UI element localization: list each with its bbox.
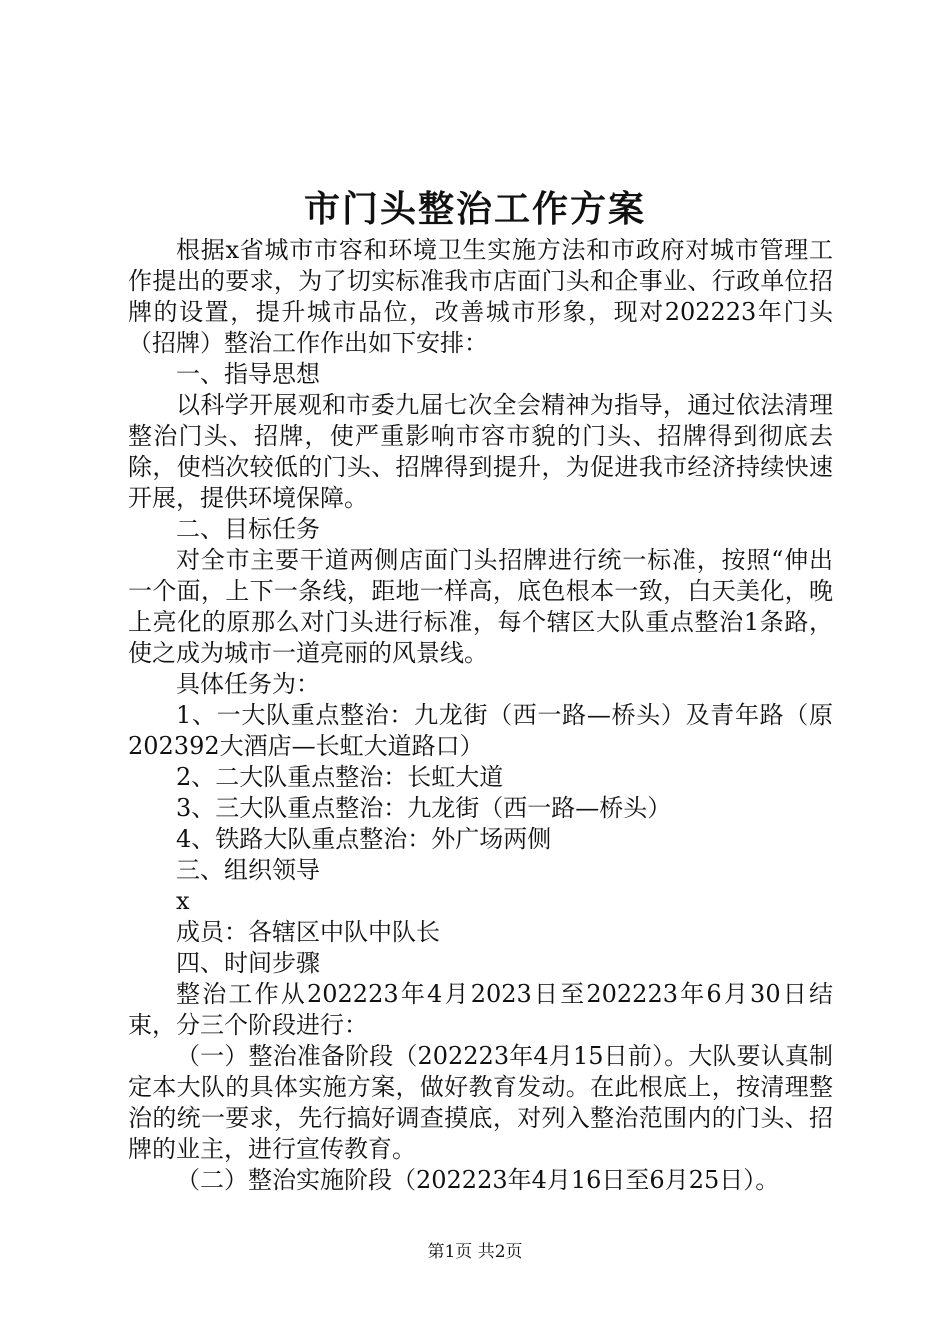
stage-1-paragraph: （一）整治准备阶段（202223年4月15日前）。大队要认真制定本大队的具体实施方案，做好教育发动。在此根底上，按清理整治的统一要求，先行搞好调查摸底，对列入整治范围内的门头、招牌的业主，进行宣传教育。 xyxy=(128,1042,833,1163)
page-footer: 第1页 共2页 xyxy=(427,1242,523,1262)
stage-2-paragraph: （二）整治实施阶段（202223年4月16日至6月25日）。 xyxy=(176,1166,780,1194)
section-heading-guide: 一、指导思想 xyxy=(176,360,320,388)
section-heading-organization: 三、组织领导 xyxy=(176,856,320,884)
target-paragraph: 对全市主要干道两侧店面门头招牌进行统一标准，按照“伸出一个面，上下一条线，距地一样高，底色根本一致，白天美化，晚上亮化的原那么对门头进行标准，每个辖区大队重点整治1条路，使之成为城市一道亮丽的风景线。 xyxy=(128,546,833,667)
section-heading-target: 二、目标任务 xyxy=(176,515,320,543)
schedule-paragraph: 整治工作从202223年4月2023日至202223年6月30日结束，分三个阶段进行： xyxy=(128,980,833,1039)
task-item-4: 4、铁路大队重点整治：外广场两侧 xyxy=(176,825,552,853)
document-title: 市门头整治工作方案 xyxy=(303,188,646,230)
task-item-2: 2、二大队重点整治：长虹大道 xyxy=(176,763,504,791)
section-heading-schedule: 四、时间步骤 xyxy=(176,949,320,977)
members-line: 成员：各辖区中队中队长 xyxy=(176,918,440,946)
task-item-3: 3、三大队重点整治：九龙街（西一路—桥头） xyxy=(176,794,672,822)
intro-paragraph: 根据x省城市市容和环境卫生实施方法和市政府对城市管理工作提出的要求，为了切实标准我市店面门头和企事业、行政单位招牌的设置，提升城市品位，改善城市形象，现对202223年门头（招牌）整治工作作出如下安排： xyxy=(128,236,833,357)
guide-paragraph: 以科学开展观和市委九届七次全会精神为指导，通过依法清理整治门头、招牌，使严重影响市容市貌的门头、招牌得到彻底去除，使档次较低的门头、招牌得到提升，为促进我市经济持续快速开展，提供环境保障。 xyxy=(128,391,833,512)
leader-line: x xyxy=(176,887,190,915)
task-item-1: 1、一大队重点整治：九龙街（西一路—桥头）及青年路（原202392大酒店—长虹大道路口） xyxy=(128,701,833,760)
document-body xyxy=(128,235,833,1196)
tasks-label: 具体任务为： xyxy=(176,670,320,698)
